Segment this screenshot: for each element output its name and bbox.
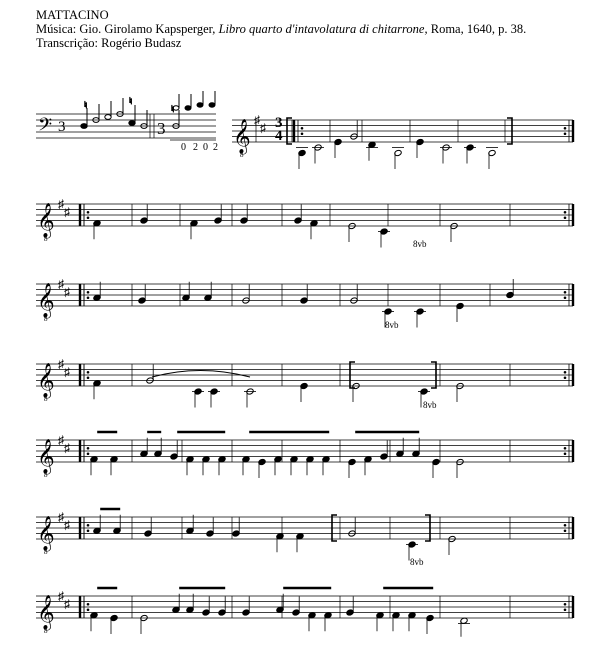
repeat-dot [564,452,567,455]
repeat-dot [87,452,90,455]
repeat-dot [564,524,567,527]
bass-clef-icon: 𝄢 [38,114,53,139]
repeat-dot [564,447,567,450]
sharp-icon: ♯ [64,518,70,532]
tuning-label-2: 3 [157,119,166,138]
sharp-icon: ♯ [64,441,70,455]
staff-system-6 [36,510,573,561]
repeat-dot [87,371,90,374]
svg-text:♮: ♮ [84,100,88,110]
sharp-icon: ♯ [58,277,64,291]
sharp-icon: ♯ [58,433,64,447]
treble-clef-icon: 𝄞 [37,517,55,550]
treble-clef-icon: 𝄞 [37,204,55,237]
piece-title: MATTACINO [36,8,109,22]
staff-system-4 [36,357,573,408]
repeat-dot [564,211,567,214]
repeat-dot [564,291,567,294]
staff-system-1 [232,113,573,169]
tuning-notes [81,91,216,140]
repeat-dot [87,211,90,214]
music-credit-book: Libro quarto d'intavolatura di chitarrone, [218,22,428,36]
tie [152,371,250,378]
tuning-fingering [181,142,218,153]
sharp-icon: ♯ [58,197,64,211]
repeat-dot [87,529,90,532]
time-signature-denominator: 4 [275,128,283,144]
octave-8-mark: 8 [44,235,48,243]
repeat-dot [87,291,90,294]
tuning-label: 3 [58,119,66,135]
sharp-icon: ♯ [64,205,70,219]
time-signature-numerator: 3 [275,115,283,131]
fingering-2: 2 [193,142,198,153]
systems [36,113,573,637]
octave-8-mark: 8 [44,315,48,323]
treble-clef-icon: 𝄞 [37,596,55,629]
repeat-dot [564,376,567,379]
sharp-icon: ♯ [58,357,64,371]
fingering-3: 0 [203,142,208,153]
repeat-dot [564,603,567,606]
repeat-dot [87,447,90,450]
repeat-dot [87,608,90,611]
transcription-credit: Transcrição: Rogério Budasz [36,36,182,50]
sharp-icon: ♯ [260,121,266,135]
repeat-dot [564,296,567,299]
repeat-dot [87,603,90,606]
octave-8-mark: 8 [44,471,48,479]
treble-clef-icon: 𝄞 [37,364,55,397]
fingering-4: 2 [213,142,218,153]
repeat-dot [564,132,567,135]
octave-mark-1: 8vb [413,239,427,249]
sharp-icon: ♯ [64,365,70,379]
svg-text:♮: ♮ [171,104,175,114]
octave-mark-3: 8vb [423,400,437,410]
tuning-diagram [36,91,218,153]
repeat-dot [564,216,567,219]
repeat-dot [87,216,90,219]
fingering-1: 0 [181,142,186,153]
sharp-icon: ♯ [64,597,70,611]
octave-8-mark: 8 [240,151,244,159]
repeat-dot [564,608,567,611]
svg-text:♮: ♮ [129,96,133,106]
music-credit-prefix: Música: Gio. Girolamo Kapsperger, [36,22,219,36]
octave-8-mark: 8 [44,548,48,556]
repeat-dot [564,529,567,532]
staff-system-5 [36,433,573,479]
repeat-dot [301,127,304,130]
repeat-dot [87,376,90,379]
sharp-icon: ♯ [254,113,260,127]
octave-mark-4: 8vb [410,557,424,567]
octave-8-mark: 8 [44,627,48,635]
sharp-icon: ♯ [58,510,64,524]
treble-clef-icon: 𝄞 [233,120,251,153]
repeat-dot [301,132,304,135]
octave-8-mark: 8 [44,395,48,403]
repeat-dot [87,524,90,527]
repeat-dot [564,371,567,374]
treble-clef-icon: 𝄞 [37,440,55,473]
staff-system-3 [36,277,573,328]
music-credit-suffix: Roma, 1640, p. 38. [427,22,527,36]
sharp-icon: ♯ [64,285,70,299]
repeat-dot [87,296,90,299]
staff-system-2 [36,197,573,248]
repeat-dot [564,127,567,130]
octave-mark-2: 8vb [385,320,399,330]
treble-clef-icon: 𝄞 [37,284,55,317]
sharp-icon: ♯ [58,589,64,603]
staff-system-7 [36,589,573,637]
